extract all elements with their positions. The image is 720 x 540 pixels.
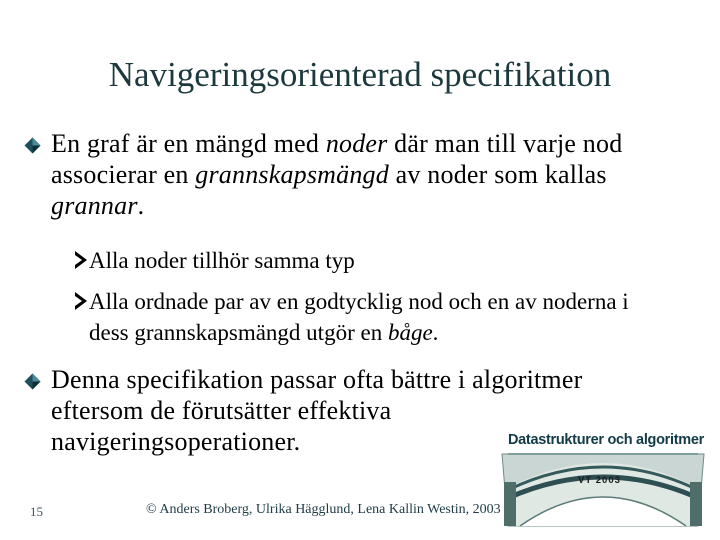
text-run: där man till varje nod associerar en: [51, 129, 623, 189]
diamond-bullet-icon: [24, 373, 41, 390]
arrow-bullet-icon: [74, 250, 88, 270]
emphasized-term: båge: [387, 320, 433, 345]
logo-title: Datastrukturer och algoritmer: [508, 432, 704, 448]
slide-title: Navigeringsorienterad specifikation: [108, 55, 612, 94]
logo-subtitle: VT 2003: [578, 475, 621, 486]
sub-bullet-1: [74, 245, 674, 276]
emphasized-term: grannar: [51, 191, 138, 220]
sub-bullet-2: [74, 286, 674, 348]
bullet-1-text: [51, 128, 704, 221]
sub-bullet-2-text: [89, 286, 674, 348]
text-run: av noder som kallas: [388, 160, 607, 189]
course-logo: [494, 428, 712, 528]
text-run: Alla ordnade par av en godtycklig nod och en av noderna i dess grannskapsmängd utgör en: [89, 289, 629, 345]
text-run: Alla noder tillhör samma typ: [89, 248, 355, 273]
bullet-1: [24, 128, 704, 221]
text-run: Denna specifikation passar ofta bättre i algoritmer eftersom de förutsätter effektiva navigeringsoperationer.: [51, 365, 583, 456]
diamond-bullet-icon: [24, 137, 41, 154]
arrow-bullet-icon: [74, 291, 88, 311]
sub-bullet-1-text: [89, 245, 674, 276]
text-run: .: [137, 191, 145, 220]
text-run: En graf är en mängd med: [51, 129, 326, 158]
footer-copyright: © Anders Broberg, Ulrika Hägglund, Lena Kallin Westin, 2003: [146, 502, 501, 517]
page-number: 15: [30, 504, 43, 519]
emphasized-term: noder: [325, 129, 388, 158]
emphasized-term: grannskapsmängd: [195, 160, 389, 189]
text-run: .: [432, 320, 439, 345]
